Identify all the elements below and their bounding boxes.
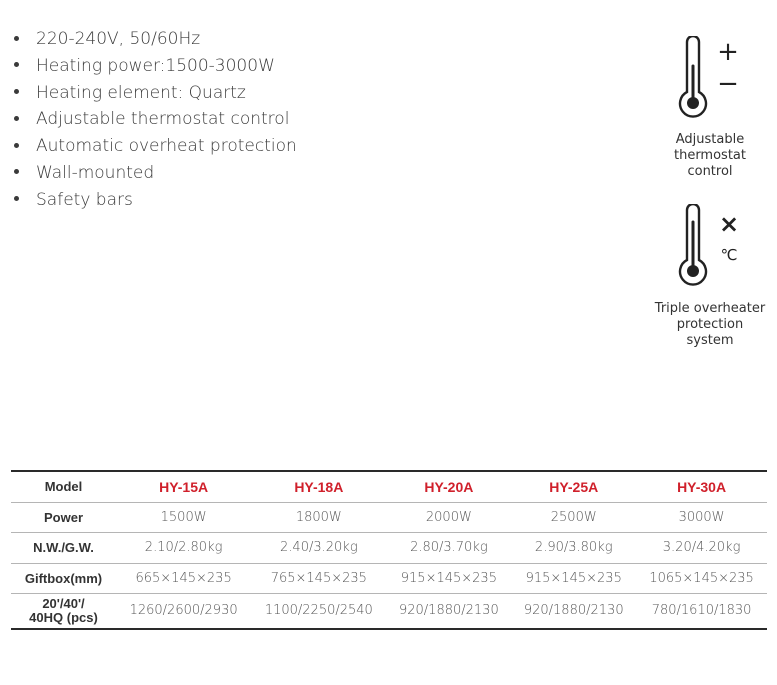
model-name: HY-20A [424,478,474,495]
spec-table [11,470,767,630]
row-label: N.W./G.W. [33,540,94,555]
table-cell: 1065×145×235 [649,570,754,586]
feature-item: 220-240V, 50/60Hz [12,26,297,53]
minus-symbol: − [717,69,739,99]
model-name: HY-25A [549,478,599,495]
feature-item: Heating power:1500-3000W [12,53,297,80]
power-row [11,502,767,532]
container-row [11,593,767,629]
feature-item: Wall-mounted [12,160,297,187]
thermostat-caption: Adjustable thermostat control [673,132,746,179]
table-cell: 665×145×235 [135,570,232,586]
model-row [11,471,767,502]
table-cell: 915×145×235 [525,570,622,586]
bullet-icon [14,89,19,94]
row-label: Giftbox(mm) [24,570,103,586]
table-cell: 3.20/4.20kg [662,540,741,555]
celsius-symbol: ℃ [720,246,738,264]
thermostat-icon [676,36,746,118]
bullet-icon [14,143,19,148]
table-cell: 3000W [678,509,725,525]
table-cell: 920/1880/2130 [523,603,624,619]
weight-row [11,532,767,563]
model-name: HY-30A [677,478,727,495]
giftbox-row [11,563,767,593]
bullet-icon [14,116,19,121]
table-cell: 915×145×235 [400,570,497,586]
bullet-icon [14,36,19,41]
row-label [11,593,116,629]
table-cell: 2.90/3.80kg [534,540,613,555]
feature-item: Safety bars [12,187,297,214]
table-cell: 1800W [295,509,342,525]
bullet-icon [14,196,19,201]
table-cell: 1100/2250/2540 [264,603,373,619]
row-label: Model [44,479,83,495]
model-name: HY-18A [294,478,344,495]
table-cell: 2000W [425,509,472,525]
bullet-icon [14,62,19,67]
feature-item: Adjustable thermostat control [12,106,297,133]
feature-item: Automatic overheat protection [12,133,297,160]
table-cell: 2.80/3.70kg [410,540,488,555]
table-cell: 2.10/2.80kg [144,540,223,555]
close-symbol: × [718,210,740,238]
row-label: Power [43,509,83,525]
row-label-line: 20'/40'/ [42,595,85,611]
overheat-icon [676,204,746,286]
table-cell: 2.40/3.20kg [280,540,358,555]
feature-item: Heating element: Quartz [12,80,297,107]
plus-symbol: + [717,37,739,67]
model-name: HY-15A [159,478,209,495]
table-cell: 2500W [550,509,597,525]
overheat-caption: Triple overheater protection system [654,301,766,348]
table-cell: 780/1610/1830 [651,603,752,619]
feature-list [12,26,297,214]
table-cell: 1500W [160,509,207,525]
table-cell: 1260/2600/2930 [129,603,238,619]
table-cell: 765×145×235 [270,570,367,586]
bullet-icon [14,169,19,174]
table-cell: 920/1880/2130 [398,603,499,619]
row-label-line: 40HQ (pcs) [29,609,98,625]
